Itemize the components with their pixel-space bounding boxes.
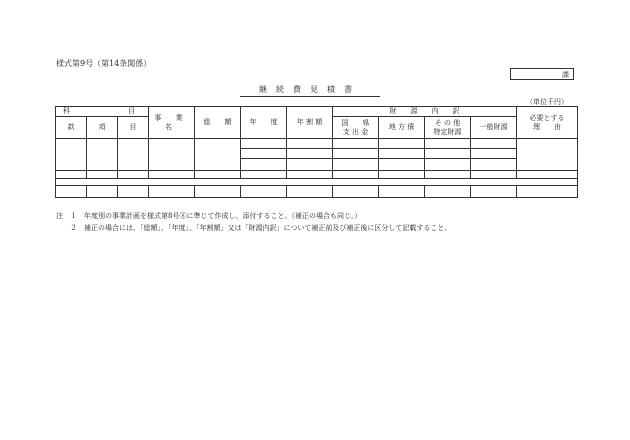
double-rule-divider <box>56 179 578 186</box>
header-reason-line1: 必要とする <box>529 113 565 122</box>
header-other-specific <box>425 117 471 139</box>
header-other-line1: そ の 他 <box>434 118 461 127</box>
department-field[interactable] <box>510 68 574 80</box>
table-cell[interactable] <box>241 139 287 149</box>
header-national-pref-line1: 国 県 <box>341 118 370 127</box>
note-1 <box>56 210 451 222</box>
header-financial-breakdown: 財 源 内 訳 <box>333 107 517 117</box>
header-category: 科 目 <box>56 107 149 117</box>
table-cell[interactable] <box>425 139 471 149</box>
table-cell[interactable] <box>471 186 517 198</box>
table-cell[interactable] <box>333 171 379 179</box>
note-2 <box>56 222 451 234</box>
note-1-text: 年度別の事業計画を様式第8号⑧に準じて作成し、添付すること。（補正の場合も同じ。） <box>84 212 362 220</box>
header-kou: 項 <box>87 117 118 139</box>
note-2-text: 補正の場合には、「総額」、「年度」、「年割額」又は「財源内訳」について補正前及び補正後に区分して記載すること。 <box>84 224 452 232</box>
table-cell[interactable] <box>87 139 118 171</box>
table-cell[interactable] <box>195 171 241 179</box>
table-cell[interactable] <box>287 171 333 179</box>
table-cell[interactable] <box>56 171 87 179</box>
table-cell[interactable] <box>333 186 379 198</box>
table-cell[interactable] <box>241 159 287 171</box>
table-cell[interactable] <box>195 139 241 171</box>
table-cell[interactable] <box>241 171 287 179</box>
table-cell[interactable] <box>87 186 118 198</box>
table-cell[interactable] <box>149 139 195 171</box>
table-cell[interactable] <box>287 139 333 149</box>
note-1-number: 注 １ <box>56 212 77 220</box>
table-cell[interactable] <box>379 186 425 198</box>
table-cell[interactable] <box>425 159 471 171</box>
header-project-name: 事 業 名 <box>149 107 195 139</box>
table-cell[interactable] <box>425 171 471 179</box>
table-cell[interactable] <box>287 186 333 198</box>
table-cell[interactable] <box>241 149 287 159</box>
table-cell[interactable] <box>287 149 333 159</box>
table-cell[interactable] <box>517 139 578 171</box>
table-cell[interactable] <box>195 186 241 198</box>
table-cell[interactable] <box>87 171 118 179</box>
table-cell[interactable] <box>425 186 471 198</box>
table-cell[interactable] <box>333 149 379 159</box>
table-row <box>56 171 578 179</box>
form-number-label: 様式第9号（第14条関係） <box>56 59 152 68</box>
table-cell[interactable] <box>471 171 517 179</box>
table-cell[interactable] <box>241 186 287 198</box>
table-cell[interactable] <box>118 139 149 171</box>
table-cell[interactable] <box>517 186 578 198</box>
header-total: 総 額 <box>195 107 241 139</box>
table-cell[interactable] <box>425 149 471 159</box>
header-local-bond: 地 方 債 <box>379 117 425 139</box>
table-cell[interactable] <box>379 171 425 179</box>
table-cell[interactable] <box>379 139 425 149</box>
estimate-table <box>55 106 578 198</box>
header-national-pref-line2: 支 出 金 <box>342 127 369 136</box>
table-cell[interactable] <box>149 186 195 198</box>
table-cell[interactable] <box>333 159 379 171</box>
header-annual-amount: 年 割 額 <box>287 107 333 139</box>
header-national-pref <box>333 117 379 139</box>
table-cell[interactable] <box>471 159 517 171</box>
department-suffix: 課 <box>562 71 569 79</box>
header-other-line2: 特定財源 <box>433 127 462 136</box>
notes-section <box>56 210 451 234</box>
table-cell[interactable] <box>333 139 379 149</box>
header-reason <box>517 107 578 139</box>
table-cell[interactable] <box>379 159 425 171</box>
table-row <box>56 186 578 198</box>
table-cell[interactable] <box>471 149 517 159</box>
table-cell[interactable] <box>118 171 149 179</box>
header-fiscal-year: 年 度 <box>241 107 287 139</box>
unit-label: （単位千円） <box>526 98 568 106</box>
table-cell[interactable] <box>56 139 87 171</box>
header-moku: 目 <box>118 117 149 139</box>
header-general-revenue: 一般財源 <box>471 117 517 139</box>
table-cell[interactable] <box>471 139 517 149</box>
header-reason-line2: 理 由 <box>533 122 562 131</box>
header-kan: 款 <box>56 117 87 139</box>
table-cell[interactable] <box>517 171 578 179</box>
table-cell[interactable] <box>118 186 149 198</box>
document-title: 継続費見積書 <box>240 84 380 97</box>
table-row <box>56 139 578 149</box>
table-cell[interactable] <box>149 171 195 179</box>
table-cell[interactable] <box>287 159 333 171</box>
table-cell[interactable] <box>379 149 425 159</box>
table-cell[interactable] <box>56 186 87 198</box>
note-2-number: ２ <box>70 224 77 232</box>
total-separator-row <box>56 179 578 186</box>
